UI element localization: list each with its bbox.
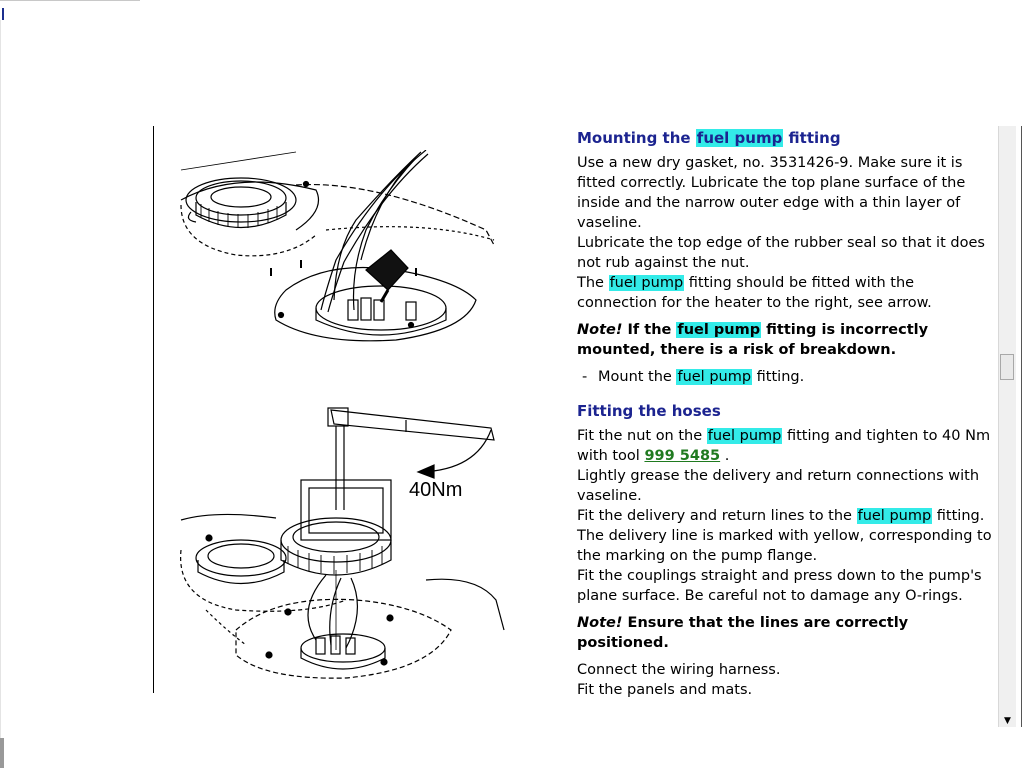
- torque-label: 40Nm: [409, 479, 463, 501]
- note-breakdown-warning: Note! If the fuel pump fitting is incorrectly mounted, there is a risk of breakdown.: [577, 322, 929, 358]
- search-highlight: fuel pump: [677, 369, 752, 385]
- scroll-down-arrow-icon[interactable]: ▼: [1004, 716, 1011, 726]
- gasket-instruction: Use a new dry gasket, no. 3531426-9. Make sure it is fitted correctly. Lubricate the top plane surface of the inside and the narrow outer edge with a thin layer of vaseline.: [577, 155, 966, 231]
- couplings-instruction: Fit the couplings straight and press down to the pump's plane surface. Be careful not to damage any O-rings.: [577, 568, 982, 604]
- panels-instruction: Fit the panels and mats.: [577, 682, 753, 698]
- grease-instruction: Lightly grease the delivery and return connections with vaseline.: [577, 468, 980, 504]
- search-highlight: fuel pump: [677, 322, 761, 338]
- torque-illustration: [176, 400, 506, 685]
- frame-right-edge: [1021, 126, 1022, 727]
- nut-torque-instruction: Fit the nut on the fuel pump fitting and tighten to 40 Nm with tool 999 5485 .: [577, 428, 991, 464]
- search-highlight: fuel pump: [696, 129, 783, 147]
- seal-instruction: Lubricate the top edge of the rubber seal so that it does not rub against the nut.: [577, 235, 985, 271]
- lines-instruction: Fit the delivery and return lines to the fuel pump fitting.: [577, 508, 985, 524]
- search-highlight: fuel pump: [707, 428, 782, 444]
- note-lines-position: Note! Ensure that the lines are correctly positioned.: [577, 615, 909, 651]
- heading-fitting-hoses: Fitting the hoses: [577, 402, 721, 420]
- window-top-edge: [0, 0, 140, 1]
- tool-link[interactable]: 999 5485: [644, 448, 721, 464]
- frame-bottom-left-edge: [0, 738, 4, 768]
- instruction-content: [577, 127, 995, 700]
- scrollbar-thumb[interactable]: [1000, 354, 1014, 380]
- wiring-instruction: Connect the wiring harness.: [577, 662, 781, 678]
- text-cursor: [2, 8, 4, 20]
- heading-mounting-fitting: Mounting the fuel pump fitting: [577, 129, 841, 147]
- step-mount-fitting: - Mount the fuel pump fitting.: [582, 369, 805, 385]
- mounting-illustration: [176, 150, 506, 350]
- search-highlight: fuel pump: [857, 508, 932, 524]
- vertical-scrollbar[interactable]: [998, 126, 1016, 727]
- content-left-border: [153, 126, 154, 693]
- frame-left-edge: [0, 20, 1, 768]
- search-highlight: fuel pump: [609, 275, 684, 291]
- delivery-line-info: The delivery line is marked with yellow, corresponding to the marking on the pump flange.: [577, 528, 992, 564]
- heater-connection-instruction: The fuel pump fitting should be fitted with the connection for the heater to the right, see arrow.: [577, 275, 932, 311]
